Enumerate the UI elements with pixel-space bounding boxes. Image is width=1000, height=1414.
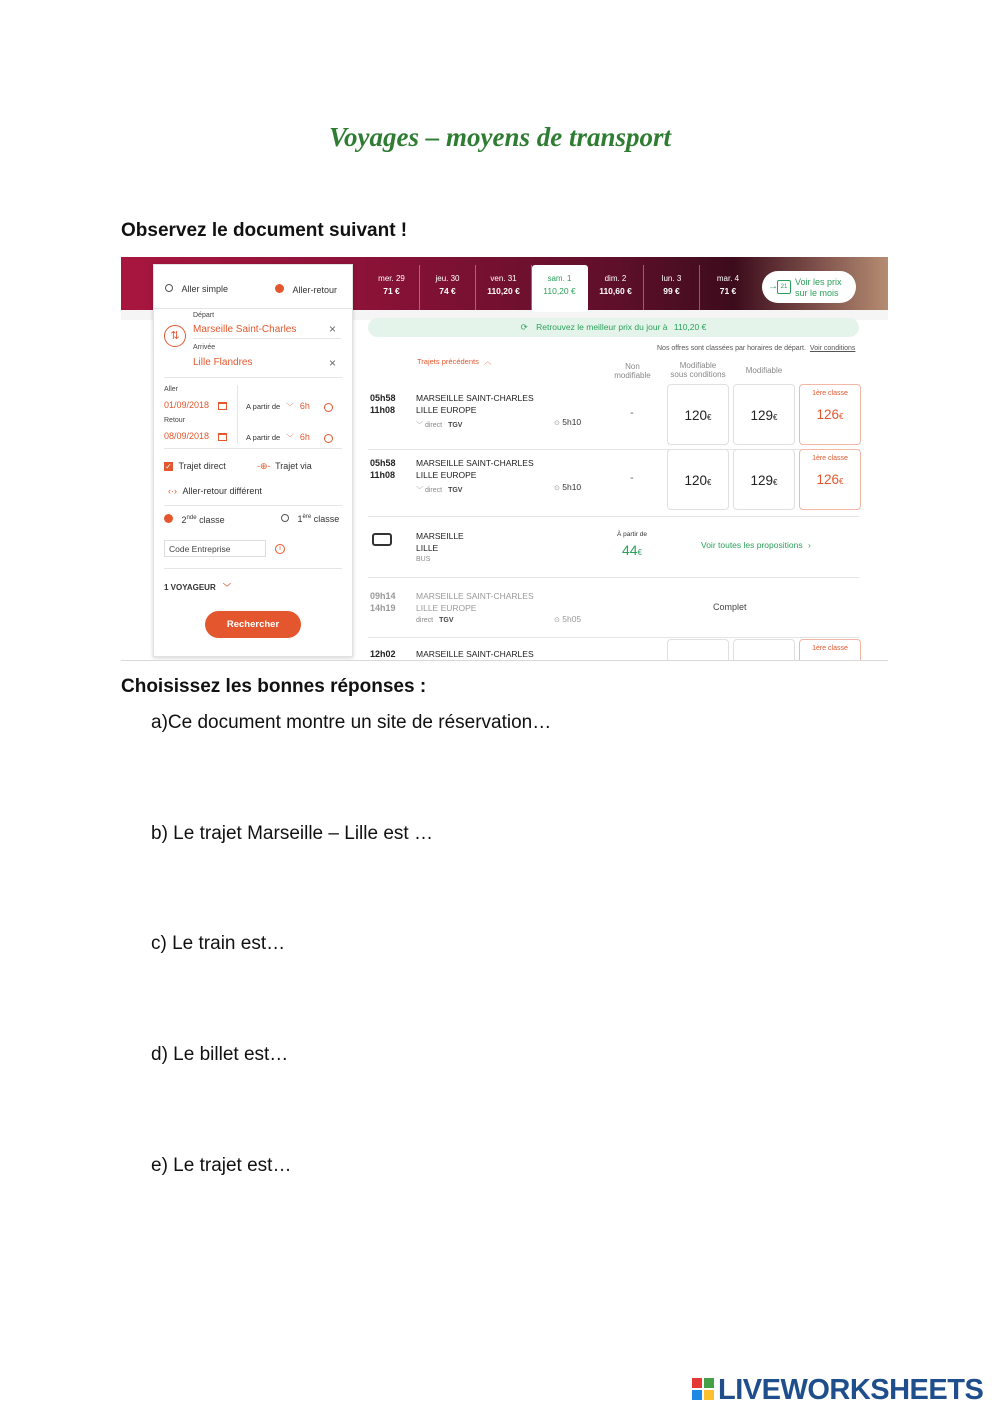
bus-icon — [372, 533, 392, 546]
first-class-price: 126 — [816, 407, 840, 422]
date-price: 71 € — [719, 286, 737, 296]
question-c: c) Le train est… — [151, 933, 286, 954]
date-price: 71 € — [383, 286, 400, 296]
question-a: a)Ce document montre un site de réservation… — [151, 712, 552, 733]
date-price: 110,60 € — [599, 286, 632, 296]
date-tab[interactable] — [420, 265, 476, 310]
radio-on-icon — [275, 284, 284, 293]
first-class-price-box[interactable] — [799, 449, 861, 510]
conditions-link[interactable]: Voir conditions — [809, 345, 856, 352]
travelers-select[interactable] — [164, 582, 231, 593]
train-meta — [416, 617, 454, 624]
checkbox-checked-icon: ✓ — [165, 462, 172, 472]
divider — [164, 377, 342, 378]
price-cond-box[interactable] — [667, 384, 729, 445]
chevron-down-icon: ﹀ — [416, 487, 423, 494]
train-kind: TGV — [439, 617, 454, 624]
bus-from: MARSEILLE — [416, 531, 464, 541]
first-class-label: 1ère classe — [812, 455, 848, 462]
sort-note-text: Nos offres sont classées par horaires de départ. — [657, 345, 806, 352]
date-tab[interactable] — [644, 265, 700, 310]
from-label: A partir de — [246, 433, 281, 442]
previous-trips-link[interactable] — [417, 356, 491, 367]
return-label: Retour — [164, 417, 186, 424]
dep-time: 05h58 — [370, 458, 396, 468]
arrows-icon: ‹·› — [168, 486, 177, 496]
swap-icon[interactable]: ⇅ — [164, 325, 186, 347]
chevron-down-icon: ﹀ — [416, 422, 423, 429]
month-prices-button[interactable] — [762, 271, 856, 303]
train-stations — [416, 457, 534, 481]
first-class-price: 126 — [816, 472, 840, 487]
arr-time: 11h08 — [370, 405, 396, 415]
from-station: MARSEILLE SAINT-CHARLES — [416, 591, 534, 601]
departure-input[interactable]: Marseille Saint-Charles — [193, 324, 297, 335]
bus-stations — [416, 530, 464, 554]
observe-heading: Observez le document suivant ! — [121, 220, 408, 241]
bus-price — [622, 542, 642, 558]
search-button[interactable]: Rechercher — [205, 611, 301, 638]
clock-icon — [324, 403, 333, 412]
date-day: mer. 29 — [378, 274, 405, 283]
round-trip-label: Aller-retour — [292, 285, 338, 295]
one-way-option[interactable] — [165, 284, 228, 294]
divider — [368, 637, 859, 638]
train-duration — [554, 417, 581, 427]
dep-time: 12h02 — [370, 649, 396, 659]
duration-value: 5h10 — [562, 417, 582, 427]
page-title: Voyages – moyens de transport — [328, 122, 671, 152]
euro-sign: € — [773, 413, 778, 422]
from-label: A partir de — [246, 402, 281, 411]
divider — [164, 448, 342, 449]
arrow-right-icon: → — [768, 281, 778, 292]
date-tab[interactable] — [588, 265, 644, 310]
divider — [164, 505, 342, 506]
direct-trip-checkbox[interactable] — [164, 461, 226, 471]
outbound-label: Aller — [164, 386, 179, 393]
col-non-modifiable — [605, 362, 660, 380]
different-return-link[interactable] — [168, 486, 262, 496]
to-station: LILLE EUROPE — [416, 470, 477, 480]
chevron-down-icon: ﹀ — [222, 583, 231, 592]
via-icon: -⊕- — [257, 461, 271, 471]
previous-trips-label: Trajets précédents — [417, 357, 479, 366]
return-date: 08/09/2018 — [164, 431, 210, 441]
outbound-time-select[interactable] — [246, 401, 333, 412]
one-way-label: Aller simple — [181, 284, 229, 294]
calendar-icon: 21 — [777, 280, 791, 294]
divider — [154, 308, 352, 309]
from-station: MARSEILLE SAINT-CHARLES — [416, 393, 534, 403]
clock-icon — [324, 434, 333, 443]
price-cond-box[interactable] — [667, 449, 729, 510]
date-tab[interactable] — [476, 265, 532, 310]
price-mod-box[interactable] — [733, 449, 795, 510]
divider — [368, 577, 859, 578]
all-offers-label: Voir toutes les propositions — [701, 540, 803, 550]
refresh-icon: ⟳ — [520, 322, 528, 332]
question-e: e) Le trajet est… — [151, 1155, 292, 1176]
departure-label: Départ — [193, 312, 215, 319]
price-mod-value: 129 — [750, 473, 774, 488]
divider — [164, 568, 342, 569]
direct-trip-label: Trajet direct — [178, 461, 226, 471]
return-date-input[interactable] — [164, 431, 227, 441]
bus-to: LILLE — [416, 543, 439, 553]
clear-departure-icon[interactable]: × — [329, 322, 337, 336]
chevron-down-icon: ﹀ — [286, 433, 294, 442]
clock-icon: ⊙ — [554, 485, 560, 492]
date-tab-selected[interactable] — [532, 265, 588, 312]
logo-icon — [692, 1378, 714, 1400]
train-status: Complet — [713, 602, 747, 612]
euro-sign: € — [773, 478, 778, 487]
col-mod-cond-2: sous conditions — [670, 370, 726, 379]
outbound-date: 01/09/2018 — [164, 400, 210, 410]
train-kind: TGV — [448, 422, 463, 429]
calendar-icon — [218, 402, 227, 410]
info-icon[interactable]: i — [275, 544, 285, 554]
train-type: direct — [424, 487, 443, 494]
clock-icon: ⊙ — [554, 617, 560, 624]
radio-off-icon — [281, 514, 289, 522]
outbound-date-input[interactable] — [164, 400, 227, 410]
best-price-banner[interactable] — [368, 318, 859, 337]
date-tab[interactable] — [700, 265, 756, 310]
to-station: LILLE EUROPE — [416, 603, 477, 613]
bus-from-label: À partir de — [617, 531, 647, 538]
chevron-down-icon: ﹀ — [286, 402, 294, 411]
first-class-num: 1 — [297, 514, 303, 524]
price-cond-value: 120 — [684, 408, 708, 423]
travelers-label: 1 VOYAGEUR — [164, 583, 216, 592]
date-day: jeu. 30 — [435, 274, 460, 283]
train-duration — [554, 482, 581, 492]
sort-note — [657, 345, 855, 352]
return-time-select[interactable] — [246, 432, 333, 443]
non-mod-price: - — [630, 407, 634, 419]
bus-type: BUS — [416, 556, 431, 563]
search-panel — [153, 264, 353, 657]
company-code-input[interactable]: Code Entreprise — [164, 540, 266, 557]
date-day: sam. 1 — [547, 274, 572, 283]
train-stations — [416, 590, 534, 614]
clear-arrival-icon[interactable]: × — [329, 356, 337, 370]
date-price: 110,20 € — [487, 286, 520, 296]
radio-off-icon — [165, 284, 173, 292]
first-class-price-box[interactable] — [799, 639, 861, 661]
via-trip-label: Trajet via — [275, 461, 312, 471]
duration-value: 5h05 — [562, 614, 582, 624]
second-class-num: 2 — [181, 515, 187, 525]
from-station: MARSEILLE SAINT-CHARLES — [416, 458, 534, 468]
first-class-word: classe — [313, 514, 340, 524]
arrival-input[interactable]: Lille Flandres — [193, 357, 253, 368]
first-class-label: 1ère classe — [812, 390, 848, 397]
chevron-right-icon: › — [807, 540, 811, 550]
date-selector — [364, 265, 762, 310]
train-type: direct — [424, 422, 443, 429]
dep-time: 05h58 — [370, 393, 396, 403]
date-day: lun. 3 — [661, 274, 682, 283]
train-kind: TGV — [448, 487, 463, 494]
first-class-price-box[interactable] — [799, 384, 861, 445]
col-non-mod-2: modifiable — [614, 371, 651, 380]
arr-time: 11h08 — [370, 470, 396, 480]
train-stations — [416, 392, 534, 416]
date-price: 74 € — [439, 286, 456, 296]
price-mod-box[interactable] — [733, 384, 795, 445]
logo-text: LIVEWORKSHEETS — [718, 1374, 984, 1406]
col-modifiable-conditions — [666, 361, 730, 379]
outbound-time: 6h — [299, 401, 310, 411]
date-tab[interactable] — [364, 265, 420, 310]
divider — [193, 338, 341, 339]
train-duration — [554, 614, 581, 624]
month-button-line1: Voir les prix — [795, 277, 842, 287]
first-class-label: 1ère classe — [812, 645, 848, 652]
euro-sign: € — [637, 548, 643, 557]
return-time: 6h — [299, 432, 310, 442]
dep-time: 09h14 — [370, 591, 396, 601]
chevron-up-icon: ︿ — [483, 357, 492, 366]
to-station: LILLE EUROPE — [416, 405, 477, 415]
first-class-sup: ère — [302, 514, 312, 520]
second-class-word: classe — [199, 515, 225, 525]
radio-on-icon — [164, 514, 173, 523]
price-cond-value: 120 — [684, 473, 708, 488]
round-trip-option[interactable] — [275, 284, 337, 295]
divider — [237, 385, 238, 443]
euro-sign: € — [707, 413, 712, 422]
date-day: ven. 31 — [490, 274, 517, 283]
date-price: 99 € — [663, 286, 680, 296]
col-modifiable: Modifiable — [745, 366, 783, 375]
train-meta — [416, 420, 462, 430]
all-offers-link[interactable] — [701, 540, 811, 550]
clock-icon: ⊙ — [554, 420, 560, 427]
date-price: 110,20 € — [543, 286, 576, 296]
arrival-label: Arrivée — [193, 344, 216, 351]
first-class-option[interactable] — [281, 514, 339, 524]
different-return-label: Aller-retour différent — [182, 486, 262, 496]
question-b: b) Le trajet Marseille – Lille est … — [151, 823, 433, 844]
train-times — [370, 590, 396, 614]
from-station: MARSEILLE SAINT-CHARLES — [416, 649, 534, 659]
price-cond-box[interactable] — [667, 639, 729, 661]
bus-price-value: 44 — [622, 542, 638, 558]
train-times — [370, 392, 396, 416]
euro-sign: € — [839, 412, 844, 421]
euro-sign: € — [707, 478, 712, 487]
non-mod-price: - — [630, 472, 634, 484]
best-price-text: Retrouvez le meilleur prix du jour à — [536, 322, 668, 332]
choose-heading: Choisissez les bonnes réponses : — [121, 676, 427, 697]
col-non-mod-1: Non — [625, 362, 640, 371]
best-price-value: 110,20 € — [673, 322, 707, 332]
arr-time: 14h19 — [370, 603, 396, 613]
second-class-option[interactable] — [164, 514, 225, 525]
month-button-line2: sur le mois — [795, 288, 839, 298]
second-class-sup: nde — [186, 515, 197, 521]
via-trip-option[interactable] — [257, 461, 312, 472]
date-day: dim. 2 — [604, 274, 627, 283]
train-type: direct — [416, 617, 434, 624]
divider — [368, 516, 859, 517]
price-mod-value: 129 — [750, 408, 774, 423]
calendar-icon — [218, 433, 227, 441]
price-mod-box[interactable] — [733, 639, 795, 661]
booking-screenshot — [121, 257, 888, 661]
col-mod-cond-1: Modifiable — [679, 361, 717, 370]
question-d: d) Le billet est… — [151, 1044, 289, 1065]
train-times — [370, 457, 396, 481]
train-meta — [416, 485, 462, 495]
duration-value: 5h10 — [562, 482, 582, 492]
date-day: mar. 4 — [716, 274, 740, 283]
euro-sign: € — [839, 477, 844, 486]
